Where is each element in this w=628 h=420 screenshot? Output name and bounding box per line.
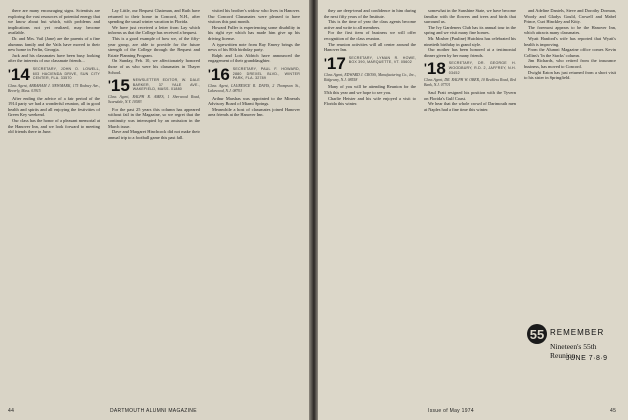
class-heading-1917 [324, 53, 416, 73]
class-secretary: SECRETARY, DR. GEORGE H. WOODBURY, R.D. 2, JAFFREY, N.H. 03452 [448, 61, 516, 75]
reunion-dates: JUNE 7·8·9 [566, 355, 608, 362]
class-heading-1918 [424, 59, 516, 79]
paragraph: For the past 25 years this column has appeared without fail in the Magazine, so we regret that the continuity was interrupted by an omission in the March issue. [108, 106, 200, 129]
paragraph: We hear that the whole crowd of Dartmouth men at Naples had a fine time this winter. [424, 101, 516, 112]
paragraph: Ralph and Lois Aldrich have announced the engagement of their granddaughter. [208, 52, 300, 64]
paragraph: Meanwhile a host of classmates joined Hanover area friends at the Hanover Inn. [208, 106, 300, 118]
class-secretary: NEWSLETTER EDITOR, W. DALE BARKER, 37 YALE AVE., WAKEFIELD, MASS. 01880 [132, 78, 200, 92]
class-agent: Class Agent, LAURENCE R. DAVIS, 2 Thompson St., Lakewood, N.J. 08701 [208, 83, 300, 93]
right-column-1 [324, 8, 416, 400]
page-number-right: 45 [610, 408, 617, 414]
paragraph: Mr. Mosher (Pauline) Hutchins has celebrated his ninetieth birthday in grand style. [424, 35, 516, 47]
reunion-title: REMEMBER [550, 328, 605, 337]
right-column-3 [524, 8, 616, 318]
page-number-left: 44 [8, 408, 15, 414]
paragraph: visited his brother's widow who lives in Hanover. Our Concord Classmates were pleased to have visitors this past month. [208, 8, 300, 25]
class-secretary: SECRETARY, PAUL F. HOWARD, 2880 DREXEL BLVD., WINTER PARK, FLA. 32789 [232, 66, 300, 81]
class-year-number: '18 [424, 59, 446, 79]
footer-issue-date: Issue of May 1974 [428, 408, 474, 414]
paragraph: For the first item of business we will offer recognition of the class reunion. [324, 30, 416, 41]
class-year-number: '15 [108, 76, 130, 96]
class-agent: Class Agent, EDWARD J. CROSS, Manufacturing Co., Inc., Ridgeway, N.J. 08558 [324, 72, 416, 82]
left-page [0, 0, 309, 420]
paragraph: they are deep-tread and confidence in him during the next fifty years of the Institute. [324, 8, 416, 19]
paragraph: there are many encouraging signs. Scientists are exploring the vast resources of potential energy that we know about but which, with problems and implications not yet realized, may become available. [8, 8, 100, 36]
paragraph: The Ivy Gardeners Club has its annual tour in the spring and we visit many fine homes. [424, 24, 516, 36]
class-secretary: SECRETARY, JOHN O. LOWELL, 603 HACIENDA DRIVE, SUN CITY CENTER, FLA. 33570 [32, 66, 100, 81]
paragraph: Wyatt Hanford's wife has reported that Wyatt's health is improving. [524, 35, 616, 47]
paragraph: From the Alumni Magazine office comes Kevin Collins's 'In the Stacks' column. [524, 47, 616, 58]
paragraph: The reunion activities will all center around the Hanover Inn. [324, 41, 416, 53]
paragraph: Jim Richards, who retired from the insurance business, has moved to Concord. [524, 58, 616, 69]
paragraph: Dwight Eaton has just returned from a short visit to his sister in Springfield. [524, 69, 616, 81]
paragraph: Dr. and Mrs. Vail (Jane) are the parents of a fine alumnus family and the Vails have moved to their new home in Ferlin, Georgia. [8, 35, 100, 53]
class-agent: Class Agent, ABRAHAM J. NEWMARK, 175 Rodney Ave., Beverly, Mass. 01915 [8, 83, 100, 93]
paragraph: This is a good example of how we, of the fifty-year group, are able to provide for the future strength of the College through the Bequest and Estate Planning Program. [108, 35, 200, 58]
class-year-number: '17 [324, 53, 346, 73]
paragraph: Our class has the honor of a pleasant memorial at the Hanover Inn, and we look forward to meeting old friends there in June. [8, 117, 100, 135]
paragraph: Jack and his classmates have been busy looking after the interests of our classmate friends... [8, 52, 100, 64]
paragraph: Charlie Heister and his wife enjoyed a visit to Florida this winter. [324, 95, 416, 107]
reunion-announcement [524, 322, 622, 384]
paragraph: Saul Pratt resigned his position with the Tyvern on Florida's Gulf Coast. [424, 89, 516, 101]
class-agent: Class Agent, RALPH R. AMES, 1 Sherwood Road, Scarsdale, N.Y. 10583 [108, 95, 200, 104]
paragraph: After ending the advice of a fair period of the 1914 party we had a wonderful reunion, all in good health and spirits and all enjoying the festivities of Green Key weekend. [8, 95, 100, 118]
right-column-2 [424, 8, 516, 400]
paragraph: This is the time of year the class agents become active and write to all members. [324, 19, 416, 30]
paragraph: somewhat in the Sunshine State, we have become familiar with the flowers and trees and birds that surround us. [424, 8, 516, 25]
paragraph: and Adeline Daniels, Steve and Dorothy Dorman, Woody and Gladys Gould, Crowell and Mabel Prince, Curt Hinckley and Kitty. [524, 8, 616, 25]
paragraph: The foremost appears to be the Hanover Inn, which attracts many classmates. [524, 24, 616, 36]
paragraph: Arthur Marshas was appointed to the Minerals Advisory Board of Miami Springs. [208, 95, 300, 107]
paragraph: We have just received a letter from Lay which informs us that the College has received a bequest. [108, 24, 200, 36]
paragraph: Lay Little, our Bequest Chairman, and Ruth have returned to their home in Concord, N.H., after spending the usual winter vacation in Florida. [108, 8, 200, 25]
class-agent: Class Agent, DR. RALPH W. OBER, 10 Reckless Road, Red Bank, N.J. 07701 [424, 78, 516, 88]
class-heading-1915 [108, 76, 200, 96]
paragraph: Dave and Margaret Hinchcock did not make their annual trip to a football game this past fall. [108, 129, 200, 140]
paragraph: Many of you will be attending Reunion for the 55th this year and we hope to see you. [324, 84, 416, 95]
book-gutter [309, 0, 318, 420]
reunion-logo-icon: 55 [527, 324, 547, 344]
class-heading-1916 [208, 64, 300, 84]
paragraph: On Sunday, Feb. 10, we affectionately honored those of us who were his classmates in Thayer School. [108, 58, 200, 75]
class-year-number: '14 [8, 64, 30, 84]
left-column-1 [8, 8, 100, 400]
paragraph: Our mother has been honored at a testimonial dinner given by her many friends. [424, 47, 516, 58]
class-year-number: '16 [208, 64, 230, 84]
class-heading-1914 [8, 64, 100, 84]
left-column-2 [108, 8, 200, 400]
class-secretary: SECRETARY, LYMAN R. HOWE, BOX 390, MARQUETTE, VT. 05602 [348, 55, 416, 65]
reunion-subtitle: Nineteen's 55th Reunion [550, 342, 597, 360]
paragraph: A typewritten note from Ray Emery brings the news of his 80th birthday party. [208, 41, 300, 53]
footer-magazine-title: DARTMOUTH ALUMNI MAGAZINE [110, 408, 197, 414]
paragraph: Howard Fuller is experiencing some disability in his right eye which has made him give up his driving license. [208, 24, 300, 41]
left-column-3 [208, 8, 300, 400]
